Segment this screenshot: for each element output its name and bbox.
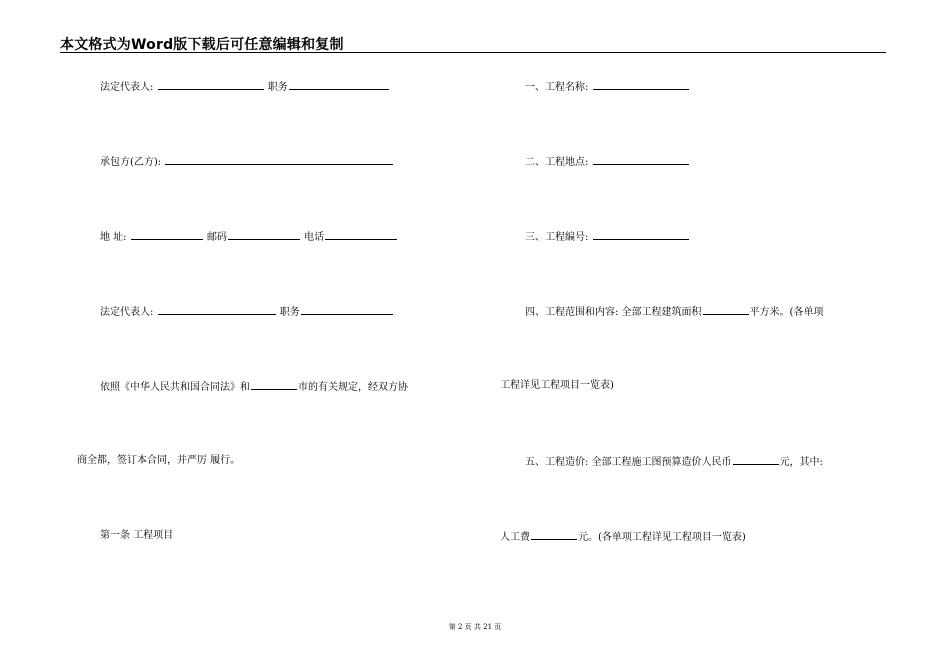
footer-page-a: 第 [448,623,456,631]
project-cost-text-b: 元，其中: [779,457,823,468]
project-location-line [525,154,690,170]
position-blank[interactable] [301,304,393,315]
phone-label: 电话 [304,232,325,243]
footer-page-num: 2 [457,623,463,631]
postcode-blank[interactable] [228,229,300,240]
labor-cost-text-d: 元。(各单项工程详见工程项目一览表) [578,532,746,543]
legal-rep-line-1 [100,79,390,95]
project-number-label: 三、工程编号: [525,232,589,243]
area-blank[interactable] [703,304,749,315]
page-header-title: 本文格式为Word版下载后可任意编辑和复制 [60,37,344,53]
contractor-label: 承包方(乙方): [100,157,162,168]
address-blank[interactable] [131,229,203,240]
page-footer [0,622,950,632]
project-name-line [525,79,690,95]
address-label: 地 址: [100,232,127,243]
project-location-blank[interactable] [593,154,689,165]
basis-line-2 [77,454,240,468]
project-number-blank[interactable] [593,229,689,240]
total-cost-blank[interactable] [733,454,779,465]
project-location-label: 二、工程地点: [525,157,589,168]
legal-rep-label: 法定代表人: [100,307,154,318]
project-scope-text-c: 工程详见工程项目一览表) [500,380,614,391]
labor-cost-line [500,529,746,545]
project-scope-line-2 [500,379,614,393]
basis-text-b: 市的有关规定，经双方协 [298,382,408,393]
article-1-heading [100,529,173,543]
city-blank[interactable] [251,379,297,390]
footer-page-c: 页 [494,623,502,631]
basis-text-a: 依照《中华人民共和国合同法》和 [100,382,250,393]
project-number-line [525,229,690,245]
footer-page-b: 页 共 [464,623,481,631]
project-scope-text-a: 四、工程范围和内容: 全部工程建筑面积 [525,307,702,318]
project-scope-text-b: 平方米。(各单项 [749,307,824,318]
header-divider [60,52,886,53]
position-label: 职务 [267,82,288,93]
project-name-label: 一、工程名称: [525,82,589,93]
position-label: 职务 [279,307,300,318]
legal-rep-blank[interactable] [158,79,264,90]
legal-rep-label: 法定代表人: [100,82,154,93]
article-1-text: 第一条 工程项目 [100,530,174,541]
contractor-blank[interactable] [165,154,393,165]
project-name-blank[interactable] [593,79,689,90]
project-cost-text-a: 五、工程造价: 全部工程施工图预算造价人民币 [525,457,732,468]
project-cost-line [525,454,823,470]
postcode-label: 邮码 [206,232,227,243]
legal-rep-line-2 [100,304,394,320]
basis-text-c: 商全都，签订本合同，并严厉 履行。 [77,455,241,466]
labor-cost-text-c: 人工费 [500,532,530,543]
labor-cost-blank[interactable] [531,529,577,540]
basis-line-1 [100,379,408,395]
phone-blank[interactable] [325,229,397,240]
position-blank[interactable] [289,79,389,90]
address-line [100,229,398,245]
contractor-line [100,154,394,170]
footer-page-total: 21 [483,623,493,631]
project-scope-line [525,304,823,320]
legal-rep-blank[interactable] [158,304,276,315]
